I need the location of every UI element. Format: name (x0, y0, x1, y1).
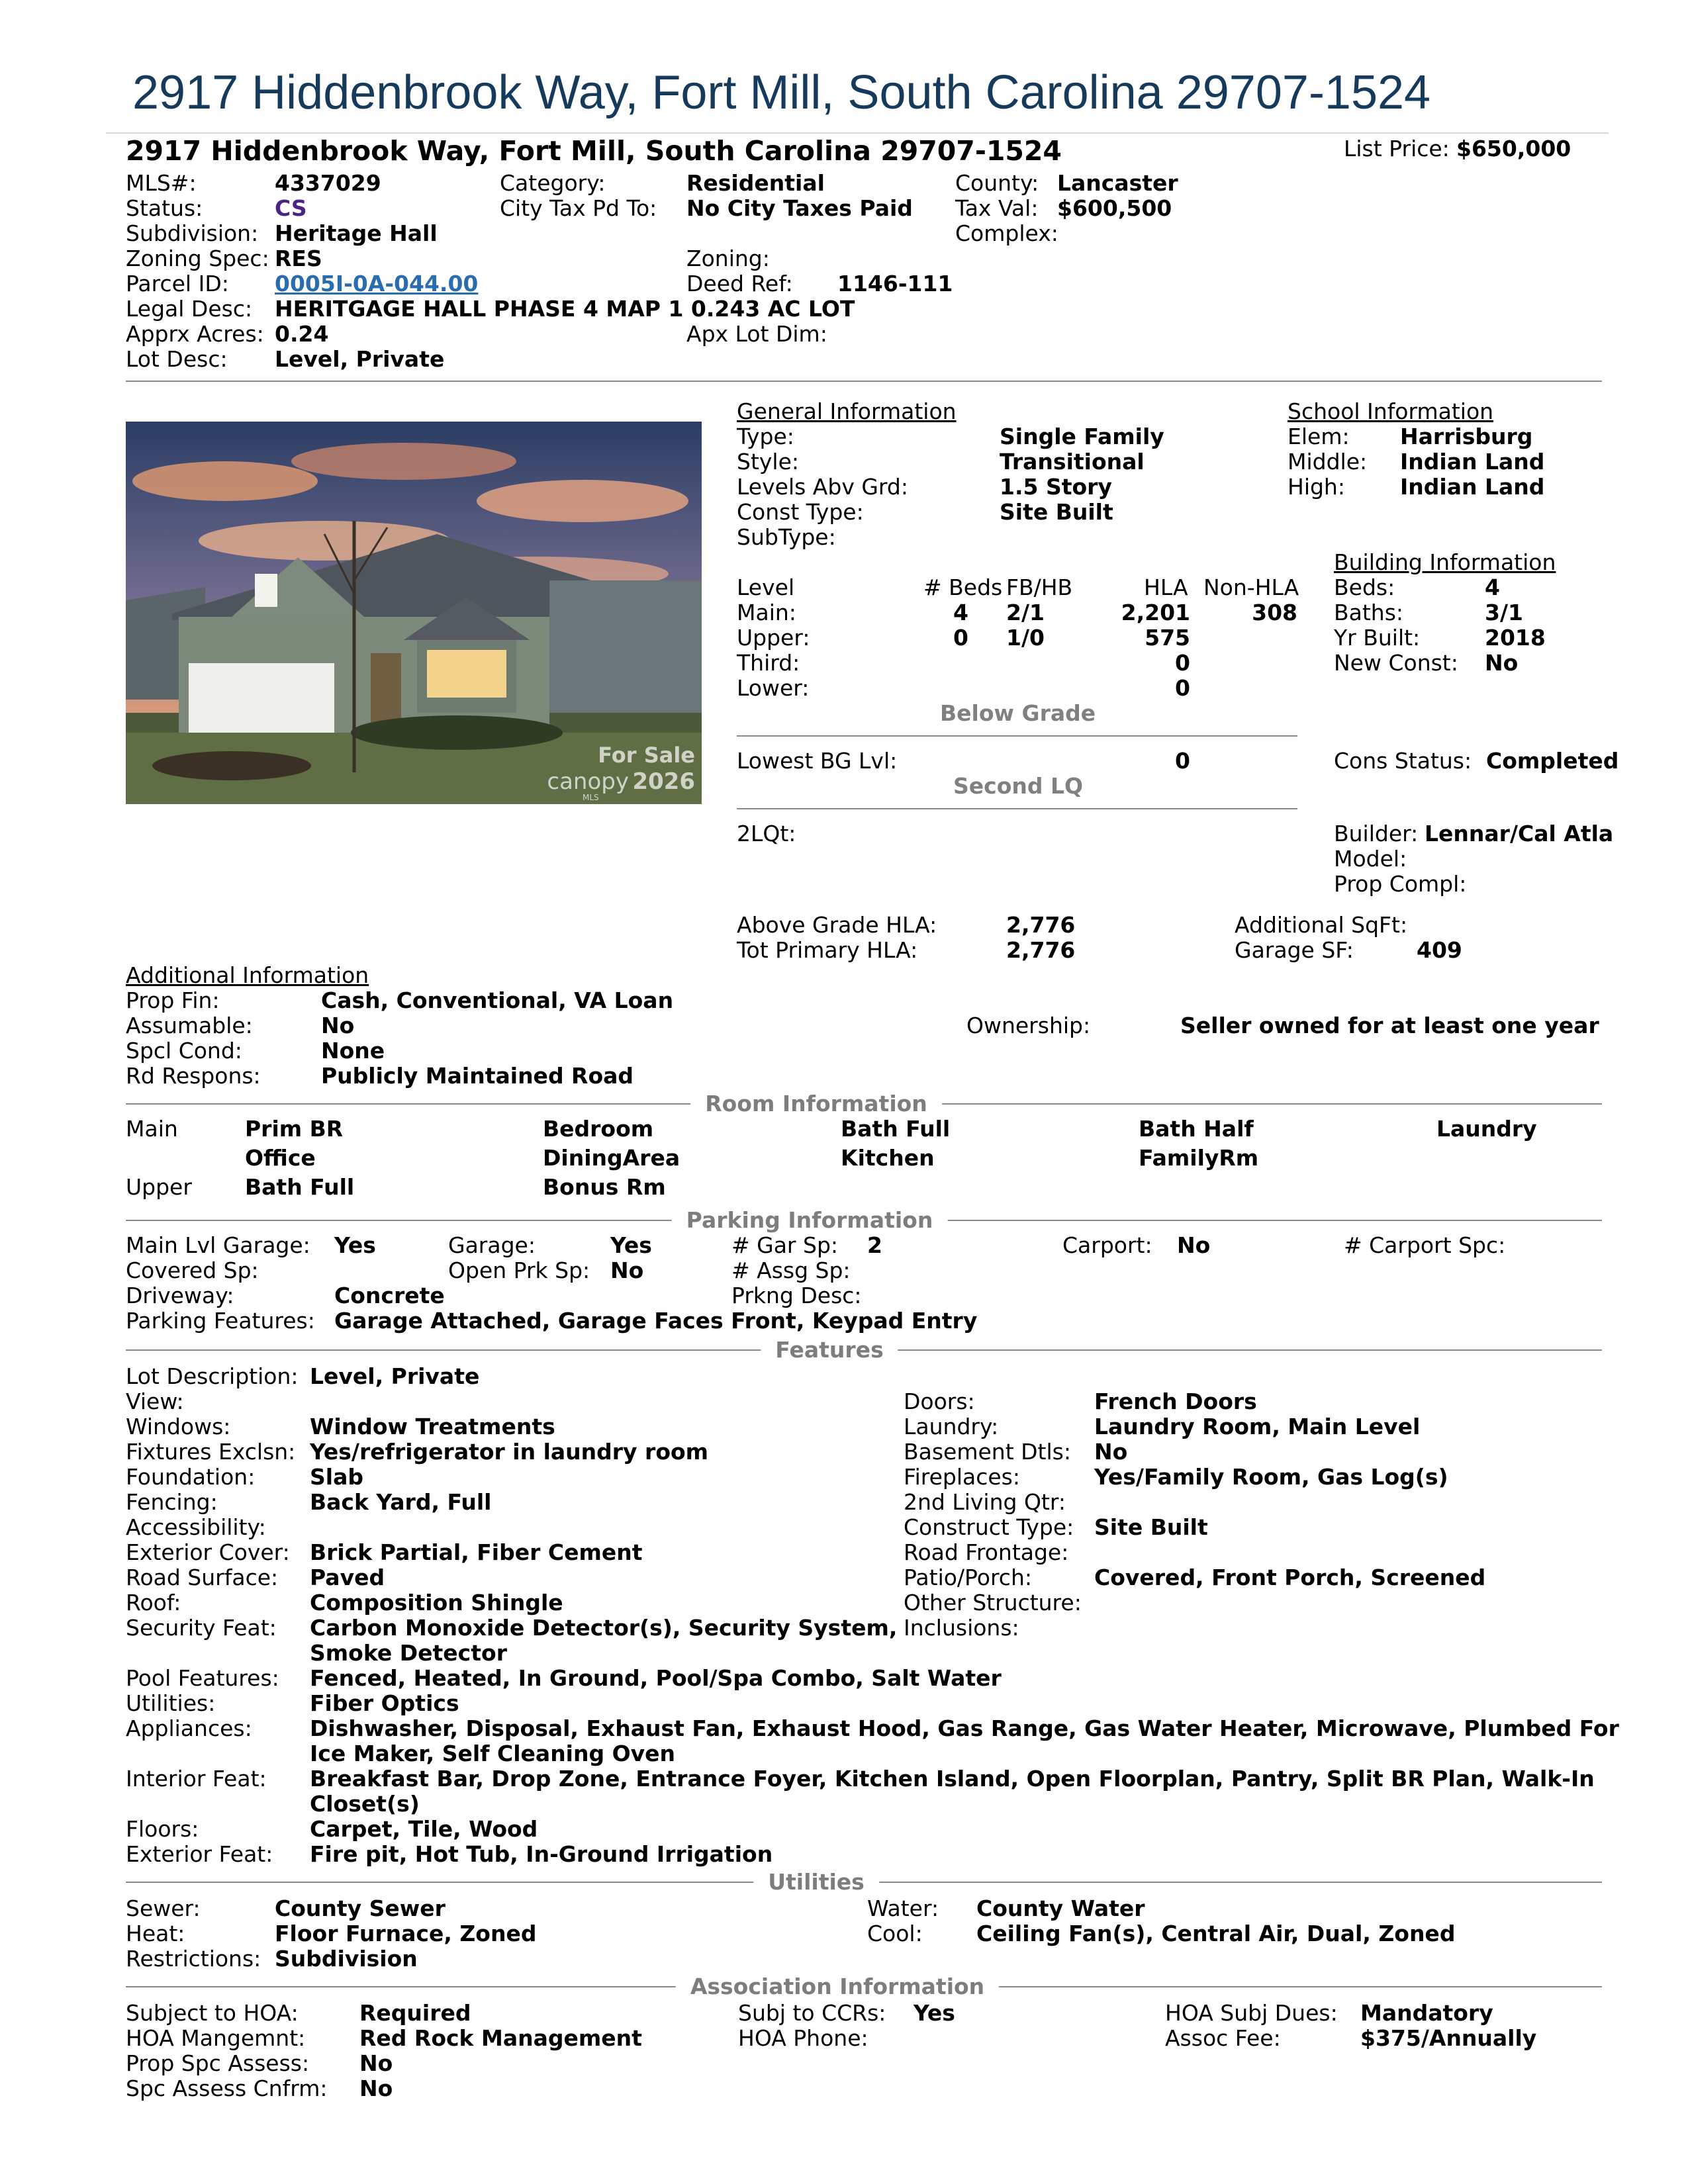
high-label: High: (1288, 474, 1345, 500)
building-heading: Building Information (1334, 549, 1556, 575)
room-item: Bath Full (841, 1116, 951, 1142)
road-surface-label: Road Surface: (126, 1565, 279, 1590)
garage-sf-label: Garage SF: (1235, 937, 1354, 963)
fixtures-label: Fixtures Exclsn: (126, 1439, 296, 1465)
list-price: $650,000 (1456, 136, 1571, 161)
laundry-value: Laundry Room, Main Level (1094, 1414, 1421, 1439)
high-value: Indian Land (1400, 474, 1545, 500)
below-grade-heading: Below Grade (940, 700, 1096, 726)
carport-value: No (1177, 1232, 1211, 1258)
levels-value: 1.5 Story (1000, 474, 1112, 500)
parking-features-value: Garage Attached, Garage Faces Front, Keypad Entry (334, 1308, 978, 1334)
type-label: Type: (737, 424, 794, 449)
zoning-label: Zoning: (686, 246, 770, 271)
ccrs-value: Yes (914, 2000, 955, 2026)
tot-hla-label: Tot Primary HLA: (737, 937, 918, 963)
title-divider (106, 132, 1609, 134)
assg-sp-label: # Assg Sp: (731, 1257, 851, 1283)
fencing-label: Fencing: (126, 1489, 218, 1515)
lower-label: Lower: (737, 675, 810, 701)
appliances-value-line1: Dishwasher, Disposal, Exhaust Fan, Exhaust Hood, Gas Range, Gas Water Heater, Microwave, Plumbed For (310, 1715, 1619, 1741)
room-upper-label: Upper (126, 1174, 192, 1200)
windows-value: Window Treatments (310, 1414, 555, 1439)
view-label: View: (126, 1388, 184, 1414)
tax-val-value: $600,500 (1057, 195, 1172, 221)
assumable-value: No (321, 1013, 355, 1038)
patio-label: Patio/Porch: (904, 1565, 1032, 1590)
yr-built-value: 2018 (1485, 625, 1546, 651)
prop-spc-label: Prop Spc Assess: (126, 2050, 310, 2076)
basement-value: No (1094, 1439, 1128, 1465)
page-title: 2917 Hiddenbrook Way, Fort Mill, South Carolina 29707-1524 (132, 66, 1431, 119)
mls-value: 4337029 (275, 170, 381, 196)
acres-label: Apprx Acres: (126, 321, 264, 347)
assoc-fee-label: Assoc Fee: (1165, 2025, 1281, 2051)
status-label: Status: (126, 195, 203, 221)
cool-label: Cool: (867, 1921, 923, 1946)
subtype-label: SubType: (737, 524, 836, 550)
fireplaces-label: Fireplaces: (904, 1464, 1020, 1490)
room-item: Bonus Rm (543, 1174, 666, 1200)
hoa-value: Required (359, 2000, 471, 2026)
roof-value: Composition Shingle (310, 1590, 563, 1615)
new-const-label: New Const: (1334, 650, 1458, 676)
room-item: Prim BR (245, 1116, 344, 1142)
upper-hla: 575 (1145, 625, 1190, 651)
room-item: Kitchen (841, 1145, 935, 1171)
ext-cover-label: Exterior Cover: (126, 1539, 290, 1565)
open-prk-label: Open Prk Sp: (448, 1257, 590, 1283)
spcl-cond-label: Spcl Cond: (126, 1038, 242, 1064)
parcel-label: Parcel ID: (126, 271, 229, 296)
county-value: Lancaster (1057, 170, 1178, 196)
hoa-phone-label: HOA Phone: (738, 2025, 868, 2051)
inclusions-label: Inclusions: (904, 1615, 1019, 1641)
acres-value: 0.24 (275, 321, 329, 347)
above-hla-label: Above Grade HLA: (737, 912, 937, 938)
levels-label: Levels Abv Grd: (737, 474, 908, 500)
tot-hla-value: 2,776 (1006, 937, 1076, 963)
doors-value: French Doors (1094, 1388, 1257, 1414)
gar-sp-value: 2 (867, 1232, 882, 1258)
county-label: County: (955, 170, 1039, 196)
fencing-value: Back Yard, Full (310, 1489, 492, 1515)
property-address: 2917 Hiddenbrook Way, Fort Mill, South Carolina 29707-1524 (126, 135, 1062, 167)
main-label: Main: (737, 600, 796, 625)
spc-cnfrm-label: Spc Assess Cnfrm: (126, 2075, 328, 2101)
zoning-spec-label: Zoning Spec: (126, 246, 269, 271)
category-label: Category: (500, 170, 606, 196)
garage-label: Garage: (448, 1232, 536, 1258)
fixtures-value: Yes/refrigerator in laundry room (310, 1439, 709, 1465)
carport-label: Carport: (1062, 1232, 1152, 1258)
divider (737, 735, 1297, 737)
basement-label: Basement Dtls: (904, 1439, 1071, 1465)
pool-value: Fenced, Heated, In Ground, Pool/Spa Combo, Salt Water (310, 1665, 1002, 1691)
sewer-label: Sewer: (126, 1895, 201, 1921)
baths-label: Baths: (1334, 600, 1404, 625)
legal-value: HERITGAGE HALL PHASE 4 MAP 1 0.243 AC LOT (275, 296, 855, 322)
category-value: Residential (686, 170, 825, 196)
main-beds: 4 (953, 600, 968, 625)
general-heading: General Information (737, 398, 957, 424)
rd-respons-value: Publicly Maintained Road (321, 1063, 634, 1089)
rd-respons-label: Rd Respons: (126, 1063, 261, 1089)
main-nonhla: 308 (1252, 600, 1297, 625)
watermark-mls: MLS (583, 793, 599, 802)
foundation-value: Slab (310, 1464, 363, 1490)
restrictions-label: Restrictions: (126, 1946, 261, 1972)
water-label: Water: (867, 1895, 939, 1921)
room-main-label: Main (126, 1116, 178, 1142)
school-heading: School Information (1288, 398, 1494, 424)
builder-value: Lennar/Cal Atla (1425, 821, 1613, 846)
exterior-feat-value: Fire pit, Hot Tub, In-Ground Irrigation (310, 1841, 773, 1867)
accessibility-label: Accessibility: (126, 1514, 266, 1540)
security-value-line1: Carbon Monoxide Detector(s), Security System, (310, 1615, 898, 1641)
gar-sp-label: # Gar Sp: (731, 1232, 839, 1258)
cool-value: Ceiling Fan(s), Central Air, Dual, Zoned (976, 1921, 1456, 1946)
water-value: County Water (976, 1895, 1145, 1921)
prkng-desc-label: Prkng Desc: (731, 1283, 862, 1308)
complex-label: Complex: (955, 220, 1058, 246)
interior-value-line2: Closet(s) (310, 1791, 420, 1817)
lot-dim-label: Apx Lot Dim: (686, 321, 827, 347)
driveway-value: Concrete (334, 1283, 445, 1308)
parcel-link[interactable]: 0005I-0A-044.00 (275, 271, 479, 296)
zoning-spec-value: RES (275, 246, 322, 271)
divider (126, 381, 1602, 382)
other-structure-label: Other Structure: (904, 1590, 1082, 1615)
restrictions-value: Subdivision (275, 1946, 418, 1972)
property-photo (126, 422, 702, 804)
col-beds: # Beds (923, 574, 1003, 600)
prop-fin-label: Prop Fin: (126, 987, 220, 1013)
sewer-value: County Sewer (275, 1895, 445, 1921)
feat-lot-desc-label: Lot Description: (126, 1363, 299, 1389)
spcl-cond-value: None (321, 1038, 385, 1064)
ccrs-label: Subj to CCRs: (738, 2000, 886, 2026)
col-nonhla: Non-HLA (1203, 574, 1299, 600)
col-fbhb: FB/HB (1006, 574, 1073, 600)
room-item: Bath Full (245, 1174, 355, 1200)
heat-label: Heat: (126, 1921, 185, 1946)
ext-cover-value: Brick Partial, Fiber Cement (310, 1539, 643, 1565)
type-value: Single Family (1000, 424, 1164, 449)
construct-type-value: Site Built (1094, 1514, 1208, 1540)
lq-label: 2LQt: (737, 821, 796, 846)
const-label: Const Type: (737, 499, 864, 525)
garage-value: Yes (610, 1232, 652, 1258)
appliances-value-line2: Ice Maker, Self Cleaning Oven (310, 1741, 676, 1766)
floors-label: Floors: (126, 1816, 199, 1842)
pool-label: Pool Features: (126, 1665, 279, 1691)
assoc-fee-value: $375/Annually (1360, 2025, 1537, 2051)
additional-heading: Additional Information (126, 962, 369, 988)
main-garage-label: Main Lvl Garage: (126, 1232, 310, 1258)
col-hla: HLA (1144, 574, 1188, 600)
elem-value: Harrisburg (1400, 424, 1533, 449)
parking-features-label: Parking Features: (126, 1308, 315, 1334)
feat-lot-desc-value: Level, Private (310, 1363, 480, 1389)
model-label: Model: (1334, 846, 1407, 872)
features-heading: Features (761, 1338, 898, 1363)
subdivision-value: Heritage Hall (275, 220, 438, 246)
lot-desc-value: Level, Private (275, 346, 445, 372)
subdivision-label: Subdivision: (126, 220, 259, 246)
middle-label: Middle: (1288, 449, 1368, 475)
legal-label: Legal Desc: (126, 296, 253, 322)
interior-label: Interior Feat: (126, 1766, 267, 1792)
interior-value-line1: Breakfast Bar, Drop Zone, Entrance Foyer, Kitchen Island, Open Floorplan, Pantry, Split BR Plan, Walk-In (310, 1766, 1595, 1792)
carport-spc-label: # Carport Spc: (1344, 1232, 1506, 1258)
col-level: Level (737, 574, 795, 600)
open-prk-value: No (610, 1257, 644, 1283)
status-value: CS (275, 195, 307, 221)
garage-sf-value: 409 (1417, 937, 1462, 963)
floors-value: Carpet, Tile, Wood (310, 1816, 538, 1842)
upper-fbhb: 1/0 (1006, 625, 1045, 651)
room-item: FamilyRm (1139, 1145, 1259, 1171)
construct-type-label: Construct Type: (904, 1514, 1074, 1540)
style-label: Style: (737, 449, 800, 475)
elem-label: Elem: (1288, 424, 1350, 449)
room-item: Office (245, 1145, 316, 1171)
feat-utilities-value: Fiber Optics (310, 1690, 459, 1716)
style-value: Transitional (1000, 449, 1145, 475)
lower-hla: 0 (1175, 675, 1190, 701)
watermark-brand: canopy (547, 768, 629, 795)
const-value: Site Built (1000, 499, 1113, 525)
driveway-label: Driveway: (126, 1283, 234, 1308)
baths-value: 3/1 (1485, 600, 1523, 625)
middle-value: Indian Land (1400, 449, 1545, 475)
hoa-label: Subject to HOA: (126, 2000, 299, 2026)
upper-beds: 0 (953, 625, 968, 651)
add-sqft-label: Additional SqFt: (1235, 912, 1408, 938)
third-label: Third: (737, 650, 800, 676)
dues-value: Mandatory (1360, 2000, 1493, 2026)
road-frontage-label: Road Frontage: (904, 1539, 1069, 1565)
watermark-year: 2026 (632, 768, 695, 795)
appliances-label: Appliances: (126, 1715, 252, 1741)
deed-label: Deed Ref: (686, 271, 793, 296)
above-hla-value: 2,776 (1006, 912, 1076, 938)
new-const-value: No (1485, 650, 1519, 676)
room-heading: Room Information (690, 1091, 942, 1116)
main-hla: 2,201 (1121, 600, 1190, 625)
spc-cnfrm-value: No (359, 2075, 393, 2101)
main-garage-value: Yes (334, 1232, 376, 1258)
city-tax-label: City Tax Pd To: (500, 195, 657, 221)
foundation-label: Foundation: (126, 1464, 256, 1490)
parking-heading: Parking Information (672, 1208, 948, 1233)
room-item: DiningArea (543, 1145, 680, 1171)
security-value-line2: Smoke Detector (310, 1640, 507, 1666)
road-surface-value: Paved (310, 1565, 385, 1590)
watermark-for-sale: For Sale (598, 743, 695, 768)
divider (737, 808, 1297, 809)
ownership-value: Seller owned for at least one year (1180, 1013, 1599, 1038)
deed-value: 1146-111 (837, 271, 953, 296)
feat-utilities-label: Utilities: (126, 1690, 216, 1716)
association-heading: Association Information (676, 1974, 999, 1999)
exterior-feat-label: Exterior Feat: (126, 1841, 273, 1867)
mls-label: MLS#: (126, 170, 197, 196)
hoa-mgmt-label: HOA Mangemnt: (126, 2025, 306, 2051)
prop-spc-value: No (359, 2050, 393, 2076)
dues-label: HOA Subj Dues: (1165, 2000, 1338, 2026)
doors-label: Doors: (904, 1388, 975, 1414)
city-tax-value: No City Taxes Paid (686, 195, 913, 221)
main-fbhb: 2/1 (1006, 600, 1045, 625)
assumable-label: Assumable: (126, 1013, 253, 1038)
fireplaces-value: Yes/Family Room, Gas Log(s) (1094, 1464, 1448, 1490)
room-item: Bedroom (543, 1116, 654, 1142)
room-item: Bath Half (1139, 1116, 1254, 1142)
third-hla: 0 (1175, 650, 1190, 676)
hoa-mgmt-value: Red Rock Management (359, 2025, 642, 2051)
ownership-label: Ownership: (966, 1013, 1091, 1038)
yr-built-label: Yr Built: (1334, 625, 1421, 651)
prop-fin-value: Cash, Conventional, VA Loan (321, 987, 674, 1013)
room-item: Laundry (1436, 1116, 1537, 1142)
upper-label: Upper: (737, 625, 810, 651)
utilities-heading: Utilities (753, 1870, 879, 1895)
heat-value: Floor Furnace, Zoned (275, 1921, 537, 1946)
lowest-bg-label: Lowest BG Lvl: (737, 748, 898, 774)
roof-label: Roof: (126, 1590, 181, 1615)
lot-desc-label: Lot Desc: (126, 346, 228, 372)
cons-status-value: Completed (1486, 748, 1619, 774)
windows-label: Windows: (126, 1414, 231, 1439)
living-qtr-label: 2nd Living Qtr: (904, 1489, 1066, 1515)
laundry-label: Laundry: (904, 1414, 999, 1439)
patio-value: Covered, Front Porch, Screened (1094, 1565, 1486, 1590)
prop-compl-label: Prop Compl: (1334, 871, 1467, 897)
list-price-label: List Price: (1344, 136, 1450, 161)
tax-val-label: Tax Val: (955, 195, 1039, 221)
covered-label: Covered Sp: (126, 1257, 259, 1283)
beds-value: 4 (1485, 574, 1500, 600)
cons-status-label: Cons Status: (1334, 748, 1472, 774)
lowest-bg-value: 0 (1175, 748, 1190, 774)
security-label: Security Feat: (126, 1615, 277, 1641)
beds-label: Beds: (1334, 574, 1395, 600)
builder-label: Builder: (1334, 821, 1419, 846)
second-lq-heading: Second LQ (953, 773, 1084, 799)
